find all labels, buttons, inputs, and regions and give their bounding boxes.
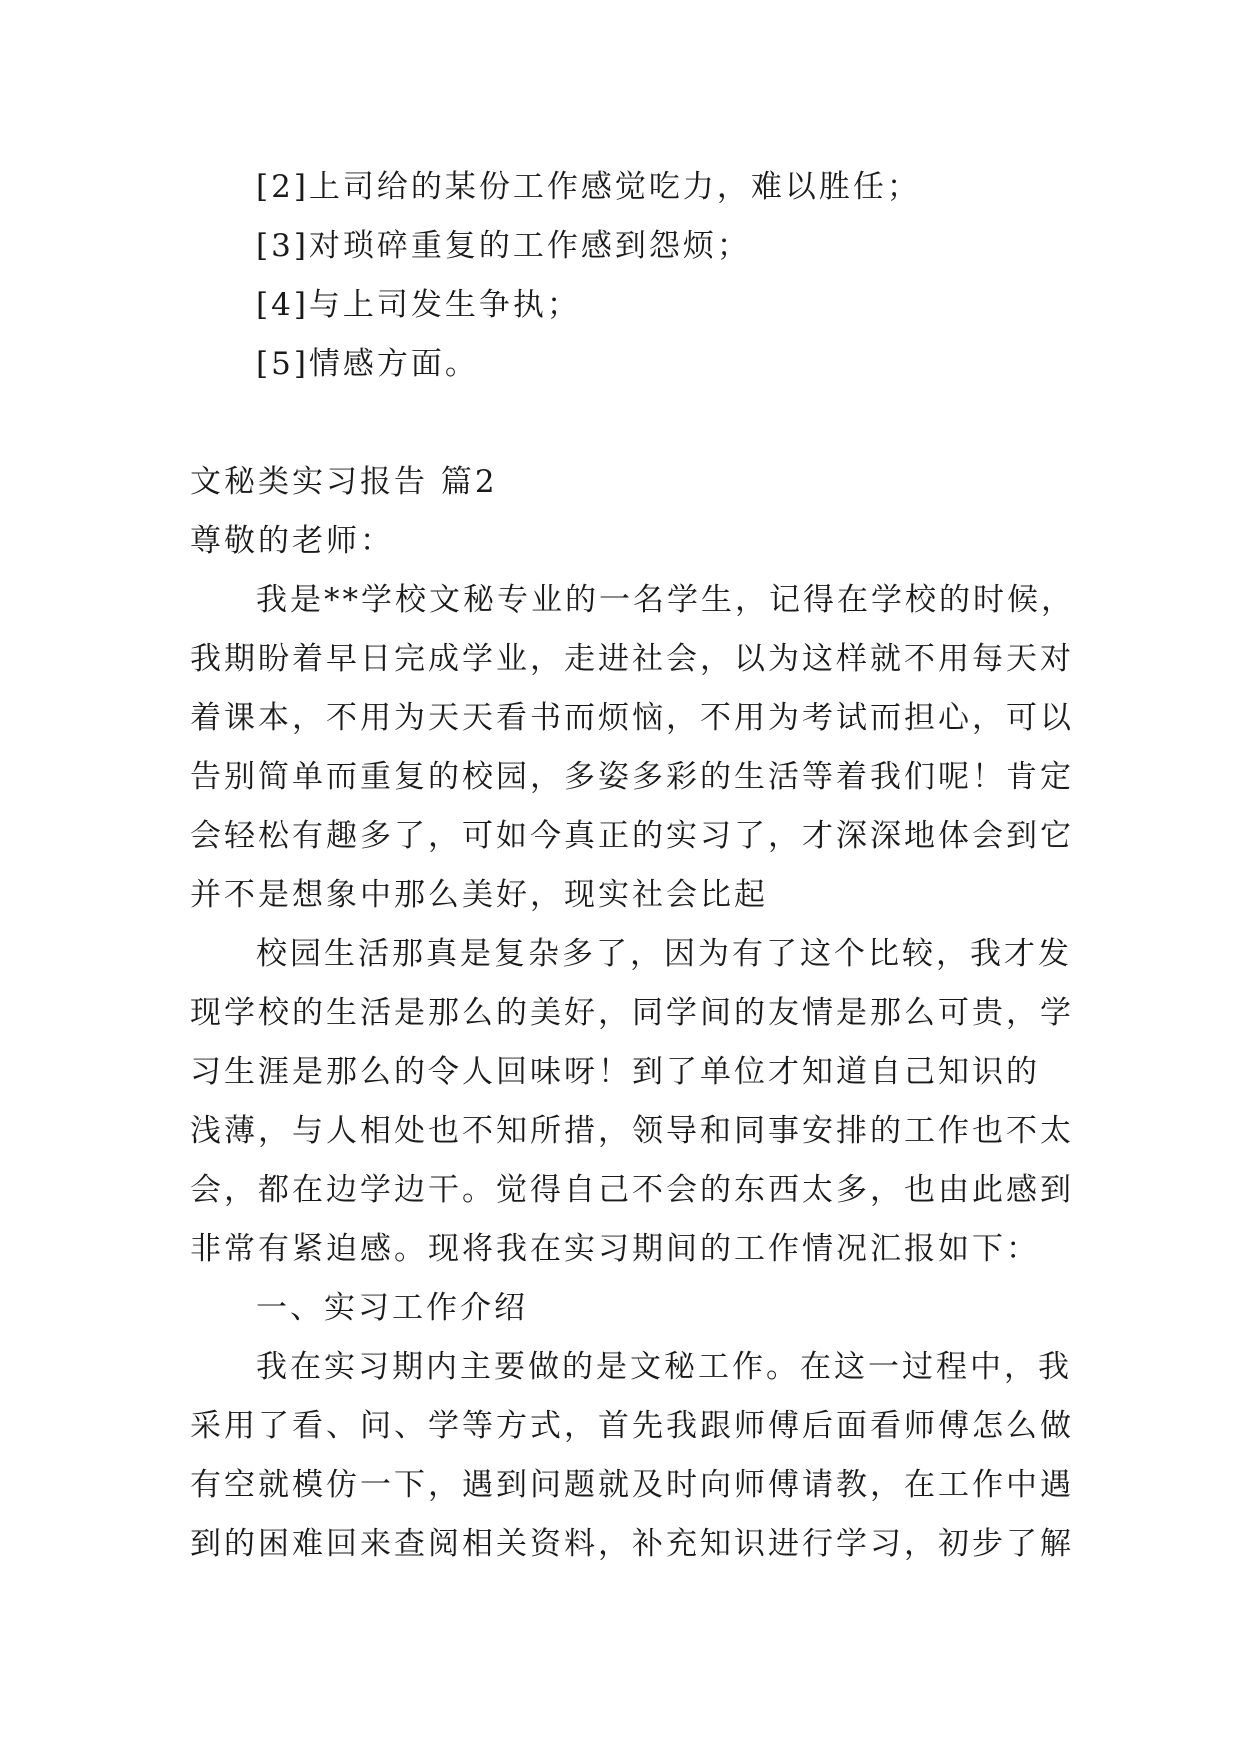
list-item: [3]对琐碎重复的工作感到怨烦；	[256, 228, 751, 264]
paragraph-line: 非常有紧迫感。现将我在实习期间的工作情况汇报如下：	[190, 1231, 1040, 1267]
paragraph-line: 现学校的生活是那么的美好，同学间的友情是那么可贵，学	[190, 995, 1074, 1031]
paragraph-line: 我在实习期内主要做的是文秘工作。在这一过程中，我	[256, 1349, 1072, 1385]
section-header	[190, 453, 1070, 571]
section-title: 文秘类实习报告 篇2	[190, 464, 498, 500]
paragraph-line: 会，都在边学边干。觉得自己不会的东西太多，也由此感到	[190, 1172, 1074, 1208]
paragraph-line: 我是**学校文秘专业的一名学生，记得在学校的时候，	[256, 582, 1075, 618]
paragraph-line: 着课本，不用为天天看书而烦恼，不用为考试而担心，可以	[190, 700, 1074, 736]
paragraph-line: 采用了看、问、学等方式，首先我跟师傅后面看师傅怎么做	[190, 1408, 1074, 1444]
paragraph-line: 并不是想象中那么美好，现实社会比起	[190, 877, 768, 913]
paragraph-line: 习生涯是那么的令人回味呀！到了单位才知道自己知识的	[190, 1054, 1040, 1090]
list-item: [4]与上司发生争执；	[256, 287, 581, 323]
salutation: 尊敬的老师：	[190, 523, 394, 559]
paragraph-line: 有空就模仿一下，遇到问题就及时向师傅请教，在工作中遇	[190, 1467, 1074, 1503]
subsection-heading: 一、实习工作介绍	[256, 1290, 528, 1326]
paragraph-line: 浅薄，与人相处也不知所措，领导和同事安排的工作也不太	[190, 1113, 1074, 1149]
report-body	[190, 571, 1075, 1574]
paragraph-line: 校园生活那真是复杂多了，因为有了这个比较，我才发	[256, 936, 1072, 972]
paragraph-line: 到的困难回来查阅相关资料，补充知识进行学习，初步了解	[190, 1526, 1074, 1562]
paragraph-line: 会轻松有趣多了，可如今真正的实习了，才深深地体会到它	[190, 818, 1074, 854]
reason-list	[190, 158, 1070, 394]
paragraph-line: 告别简单而重复的校园，多姿多彩的生活等着我们呢！肯定	[190, 759, 1074, 795]
list-item: [5]情感方面。	[256, 346, 479, 382]
paragraph-line: 我期盼着早日完成学业，走进社会，以为这样就不用每天对	[190, 641, 1074, 677]
list-item: [2]上司给的某份工作感觉吃力，难以胜任；	[256, 169, 921, 205]
